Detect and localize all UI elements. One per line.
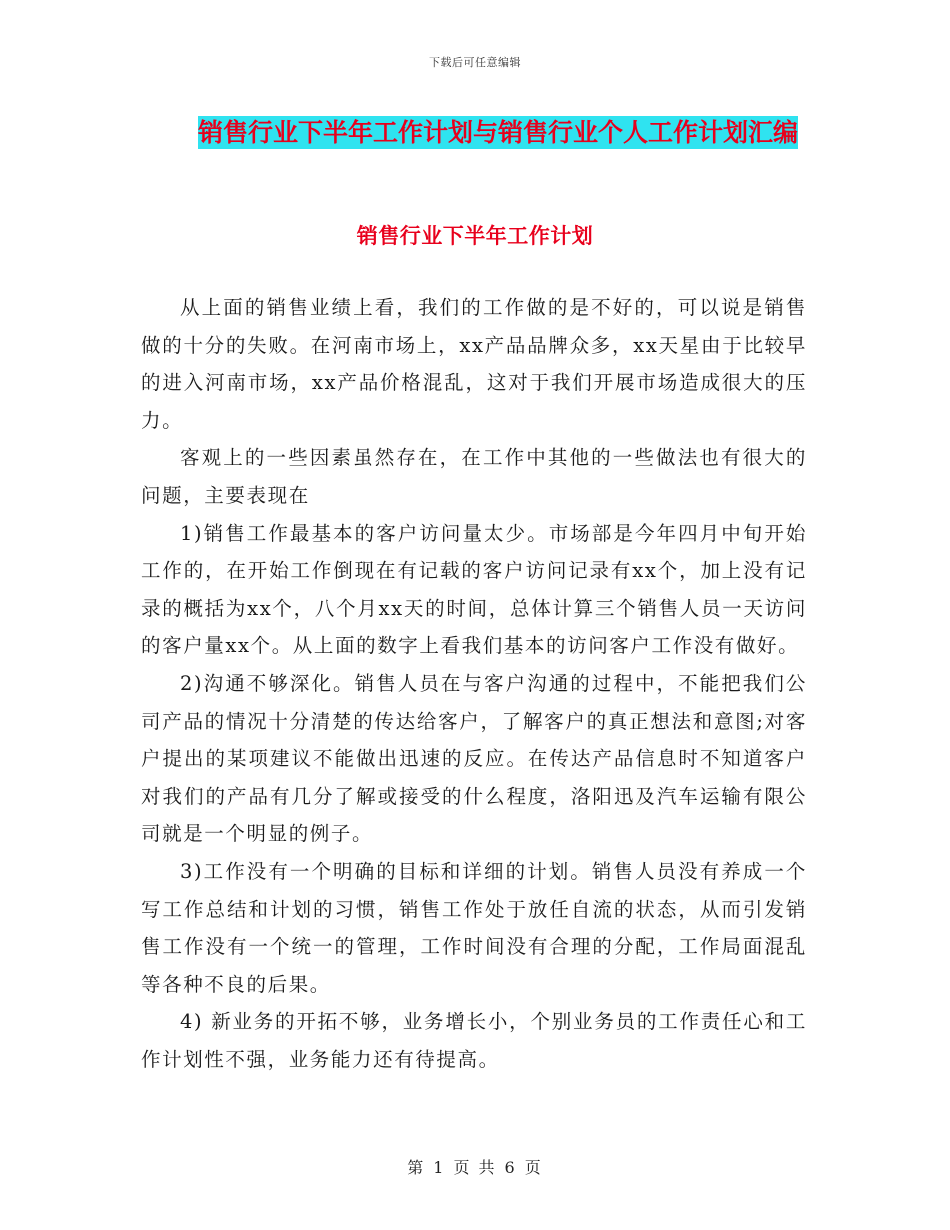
paragraph: 从上面的销售业绩上看，我们的工作做的是不好的，可以说是销售做的十分的失败。在河南市场上，xx产品品牌众多，xx天星由于比较早的进入河南市场，xx产品价格混乱，这对于我们开展市场造成很大的压力。 [141,296,807,432]
header-note: 下载后可任意编辑 [429,56,521,69]
paragraph: 客观上的一些因素虽然存在，在工作中其他的一些做法也有很大的问题，主要表现在 [141,446,807,507]
paragraph: 3)工作没有一个明确的目标和详细的计划。销售人员没有养成一个写工作总结和计划的习惯，销售工作处于放任自流的状态，从而引发销售工作没有一个统一的管理，工作时间没有合理的分配，工作局面混乱等各种不良的后果。 [141,859,807,996]
footer-suffix: 页 [524,1158,543,1177]
document-title [193,110,803,156]
paragraph: 1)销售工作最基本的客户访问量太少。市场部是今年四月中旬开始工作的，在开始工作倒现在有记载的客户访问记录有xx个，加上没有记录的概括为xx个，八个月xx天的时间，总体计算三个销售人员一天访问的客户量xx个。从上面的数字上看我们基本的访问客户工作没有做好。 [141,521,807,658]
total-pages: 6 [504,1158,517,1177]
paragraph: 4) 新业务的开拓不够，业务增长小，个别业务员的工作责任心和工作计划性不强，业务能力还有待提高。 [141,1010,807,1071]
page-footer [0,1155,950,1178]
paragraph: 2)沟通不够深化。销售人员在与客户沟通的过程中，不能把我们公司产品的情况十分清楚的传达给客户，了解客户的真正想法和意图;对客户提出的某项建议不能做出迅速的反应。在传达产品信息时不知道客户对我们的产品有几分了解或接受的什么程度，洛阳迅及汽车运输有限公司就是一个明显的例子。 [141,671,807,846]
document-title-text: 销售行业下半年工作计划与销售行业个人工作计划汇编 [197,118,798,147]
document-body [141,289,807,1078]
footer-prefix: 第 [407,1158,426,1177]
footer-mid: 页 共 [453,1158,497,1177]
section-title: 销售行业下半年工作计划 [356,224,594,248]
page-number: 1 [433,1158,446,1177]
